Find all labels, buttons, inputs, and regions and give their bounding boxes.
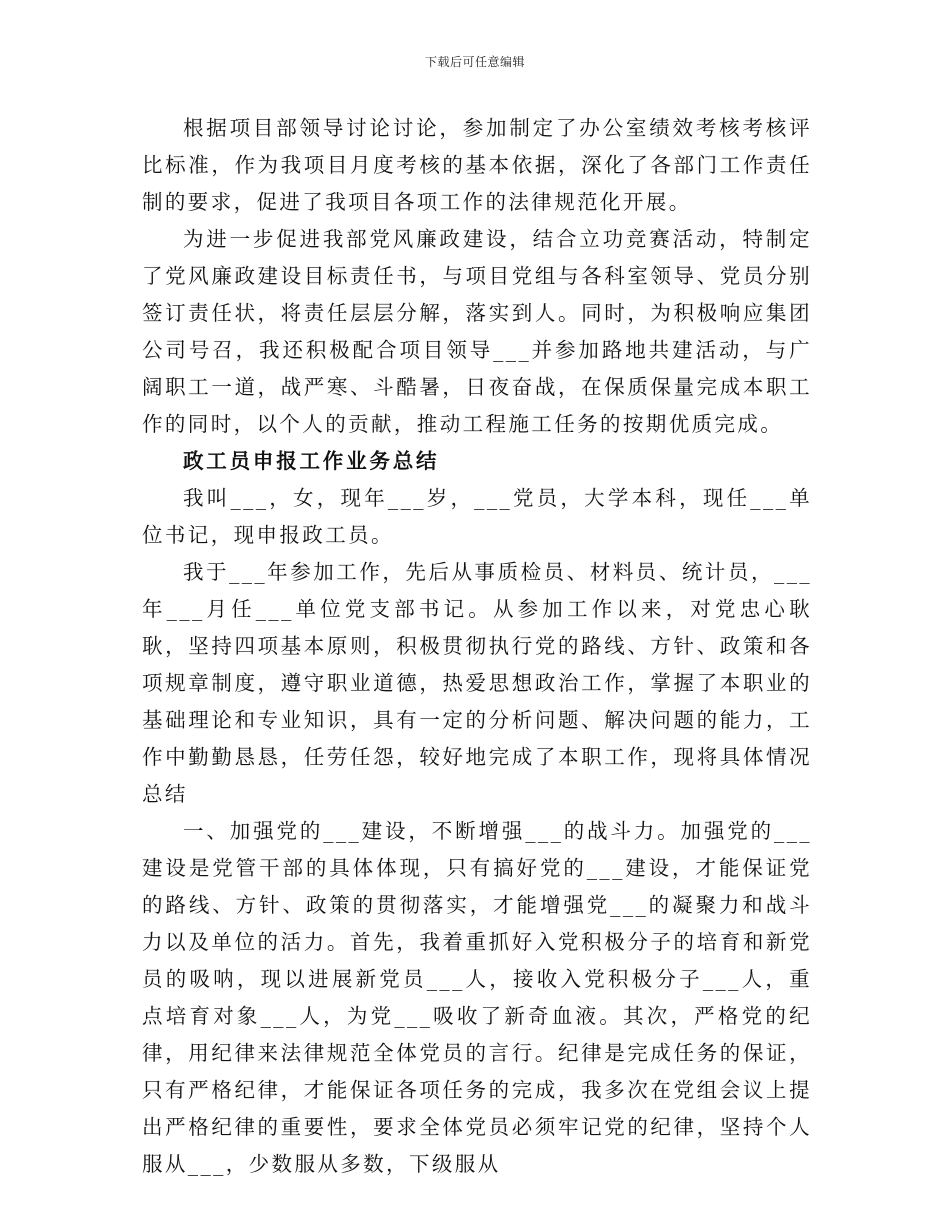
document-body	[142, 110, 812, 1183]
paragraph-work-history: 我于___年参加工作，先后从事质检员、材料员、统计员，___年___月任___单位党支部书记。从参加工作以来，对党忠心耿耿，坚持四项基本原则，积极贯彻执行党的路线、方针、政策和各项规章制度，遵守职业道德，热爱思想政治工作，掌握了本职业的基础理论和专业知识，具有一定的分析问题、解决问题的能力，工作中勤勤恳恳，任劳任怨，较好地完成了本职工作，现将具体情况总结	[142, 560, 812, 806]
section-heading: 政工员申报工作业务总结	[183, 449, 440, 473]
page-header: 下载后可任意编辑	[424, 55, 525, 69]
paragraph-self-introduction: 我叫___，女，现年___岁，___党员，大学本科，现任___单位书记，现申报政工员。	[142, 486, 812, 547]
paragraph-party-building: 一、加强党的___建设，不断增强___的战斗力。加强党的___建设是党管干部的具体体现，只有搞好党的___建设，才能保证党的路线、方针、政策的贯彻落实，才能增强党___的凝聚力和战斗力以及单位的活力。首先，我着重抓好入党积极分子的培育和新党员的吸呐，现以进展新党员___人，接收入党积极分子___人，重点培育对象___人，为党___吸收了新奇血液。其次，严格党的纪律，用纪律来法律规范全体党员的言行。纪律是完成任务的保证，只有严格纪律，才能保证各项任务的完成，我多次在党组会议上提出严格纪律的重要性，要求全体党员必须牢记党的纪律，坚持个人服从___，少数服从多数，下级服从	[142, 819, 812, 1176]
paragraph-party-conduct: 为进一步促进我部党风廉政建设，结合立功竞赛活动，特制定了党风廉政建设目标责任书，与项目党组与各科室领导、党员分别签订责任状，将责任层层分解，落实到人。同时，为积极响应集团公司号召，我还积极配合项目领导___并参加路地共建活动，与广阔职工一道，战严寒、斗酷暑，日夜奋战，在保质保量完成本职工作的同时，以个人的贡献，推动工程施工任务的按期优质完成。	[142, 227, 812, 436]
paragraph-performance-standards: 根据项目部领导讨论讨论，参加制定了办公室绩效考核考核评比标准，作为我项目月度考核的基本依据，深化了各部门工作责任制的要求，促进了我项目各项工作的法律规范化开展。	[142, 116, 812, 214]
